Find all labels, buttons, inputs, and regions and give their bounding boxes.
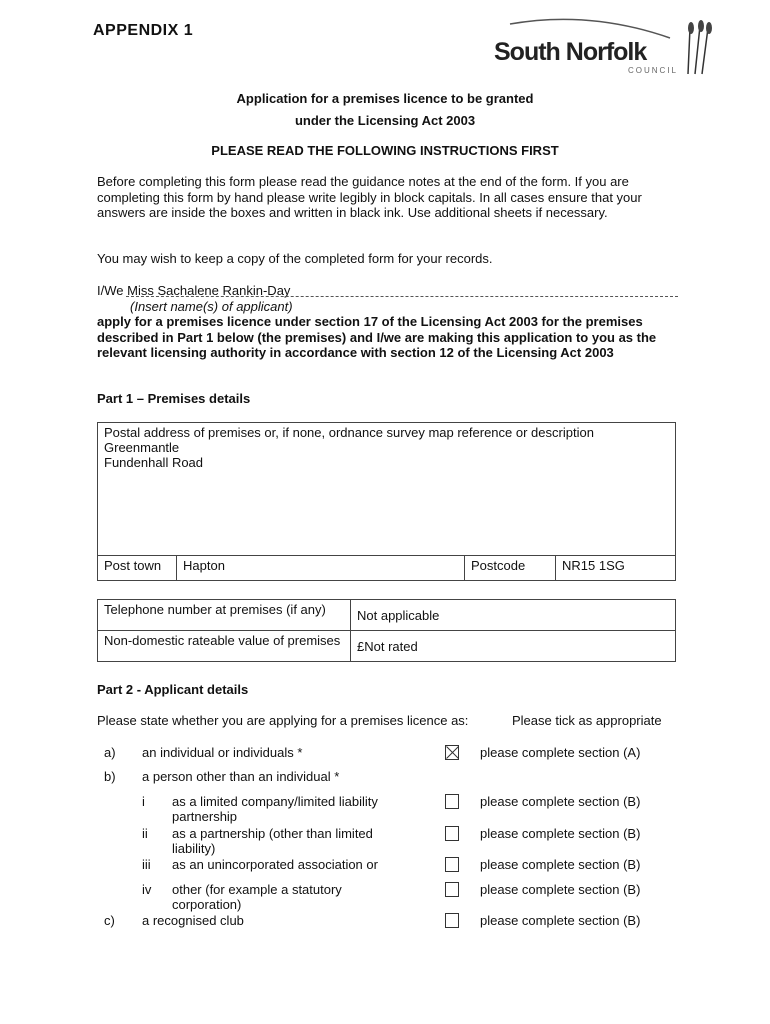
south-norfolk-logo [490,14,720,84]
postcode-value[interactable]: NR15 1SG [556,556,676,581]
option-c-label: a recognised club [142,913,244,928]
applicant-name: Miss Sachalene Rankin-Day [127,283,291,298]
option-b-ii-label: as a partnership (other than limited liability) [172,826,373,856]
form-title-line1: Application for a premises licence to be granted [236,91,534,106]
appendix-label: APPENDIX 1 [93,22,194,39]
option-c-action: please complete section (B) [480,913,641,928]
option-b-ii-letter: ii [142,826,148,841]
option-b-iv-label: other (for example a statutory corporation) [172,882,342,912]
option-b-iv-action: please complete section (B) [480,882,641,897]
applicant-name-line [126,296,678,297]
option-a-checkbox[interactable] [445,745,459,760]
address-cell[interactable] [98,423,676,556]
records-note: You may wish to keep a copy of the completed form for your records. [97,251,493,266]
option-a-label: an individual or individuals * [142,745,303,760]
logo-council-text: COUNCIL [628,66,679,75]
option-b-ii-checkbox[interactable] [445,826,459,841]
applicant-hint: (Insert name(s) of applicant) [130,299,293,314]
tick-hint: Please tick as appropriate [512,713,662,728]
post-town-value[interactable]: Hapton [177,556,465,581]
rateable-label: Non-domestic rateable value of premises [98,631,351,662]
option-b-i-letter: i [142,794,145,809]
option-b-i-action: please complete section (B) [480,794,641,809]
postcode-label: Postcode [465,556,556,581]
address-line1: Greenmantle [104,440,180,455]
intro-paragraph: Before completing this form please read the guidance notes at the end of the form. If you are completing this form by hand please write legibly in block capitals. In all cases ensure that your answers are inside the boxes and written in black ink. Use additional sheets if necessary. [97,174,642,220]
option-b-iv-letter: iv [142,882,152,897]
option-c-checkbox[interactable] [445,913,459,928]
instructions-heading: PLEASE READ THE FOLLOWING INSTRUCTIONS FIRST [211,143,559,158]
option-b-iv-checkbox[interactable] [445,882,459,897]
part1-heading: Part 1 – Premises details [97,391,251,406]
part2-heading: Part 2 - Applicant details [97,682,249,697]
option-b-letter: b) [104,769,116,784]
applicant-type-question: Please state whether you are applying for a premises licence as: [97,713,469,728]
address-label: Postal address of premises or, if none, ordnance survey map reference or description [104,425,594,440]
option-b-iii-label: as an unincorporated association or [172,857,378,872]
rateable-value[interactable]: £Not rated [351,631,676,662]
option-b-i-checkbox[interactable] [445,794,459,809]
form-title-line2: under the Licensing Act 2003 [294,113,476,128]
option-a-action: please complete section (A) [480,745,641,760]
option-b-i-label: as a limited company/limited liability partnership [172,794,378,824]
phone-label: Telephone number at premises (if any) [98,600,351,631]
premises-info-table [97,599,676,662]
address-line2: Fundenhall Road [104,455,204,470]
premises-address-table [97,422,676,581]
option-b-iii-action: please complete section (B) [480,857,641,872]
application-statement: apply for a premises licence under section 17 of the Licensing Act 2003 for the premises described in Part 1 below (the premises) and I/we are making this application to you as the relevant licensing authority in accordance with section 12 of the Licensing Act 2003 [97,314,657,360]
option-b-ii-action: please complete section (B) [480,826,641,841]
option-b-label: a person other than an individual * [142,769,340,784]
option-b-iii-checkbox[interactable] [445,857,459,872]
option-b-iii-letter: iii [142,857,151,872]
post-town-label: Post town [98,556,177,581]
option-c-letter: c) [104,913,115,928]
logo-text: South Norfolk [494,38,647,66]
option-a-letter: a) [104,745,116,760]
phone-value[interactable]: Not applicable [351,600,676,631]
applicant-prefix: I/We [97,283,124,298]
